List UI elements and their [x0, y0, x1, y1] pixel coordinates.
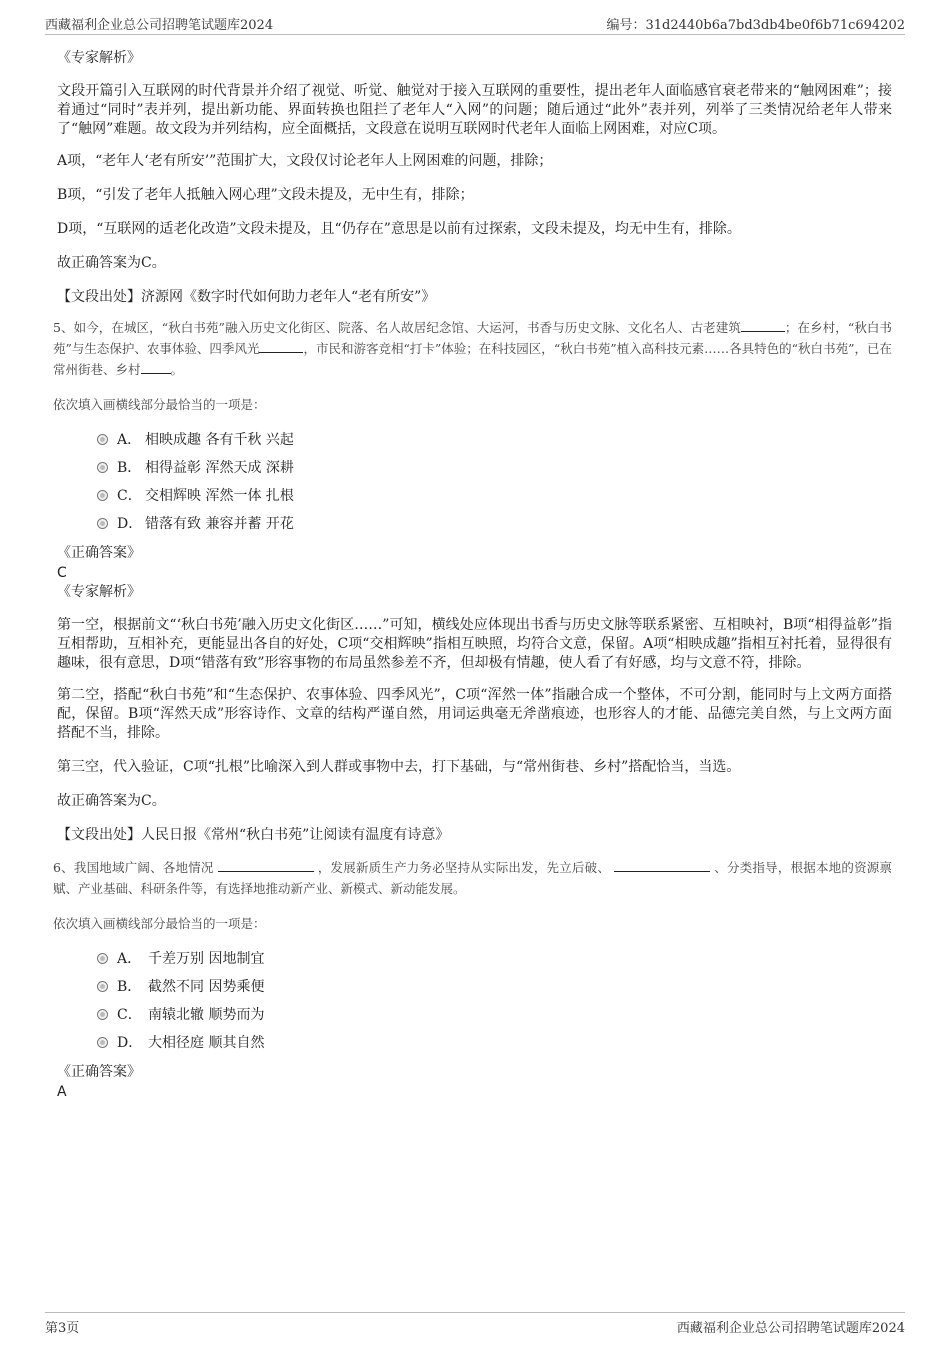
page-content: [53, 46, 892, 1101]
radio-icon[interactable]: [97, 434, 108, 445]
radio-icon[interactable]: [97, 981, 108, 992]
question-instruction: 依次填入画横线部分最恰当的一项是：: [53, 916, 266, 931]
source-citation: 【文段出处】人民日报《常州“秋白书苑”让阅读有温度有诗意》: [57, 827, 450, 843]
options-list: [57, 945, 892, 1057]
option-c[interactable]: C． 交相辉映 浑然一体 扎根: [57, 482, 892, 510]
blank-2: [259, 338, 303, 353]
analysis-paragraph: 文段开篇引入互联网的时代背景并介绍了视觉、听觉、触觉对于接入互联网的重要性，提出老年人面临感官衰老带来的“触网困难”；接着通过“同时”表并列，提出新功能、界面转换也阻拦了老年人“入网”的问题；随后通过“此外”表并列，列举了三类情况给老年人带来了“触网”难题。故文段为并列结构，应全面概括，文段意在说明互联网时代老年人面临上网困难，对应C项。: [57, 83, 892, 137]
analysis-paragraph: 第三空，代入验证，C项“扎根”比喻深入到人群或事物中去，打下基础，与“常州街巷、乡村”搭配恰当，当选。: [57, 759, 741, 775]
conclusion: 故正确答案为C。: [57, 793, 166, 809]
footer-title: 西藏福利企业总公司招聘笔试题库2024: [676, 1321, 905, 1336]
analysis-paragraph: 第一空，根据前文“‘秋白书苑’融入历史文化街区……”可知，横线处应体现出书香与历史文脉等联系紧密、互相映衬，B项“相得益彰”指互相帮助，互相补充，更能显出各自的好处，C项“交相辉映”指相互映照，均符合文意，保留。A项“相映成趣”指相互衬托着，显得很有趣味，很有意思，D项“错落有致”形容事物的布局虽然参差不齐，但却极有情趣，使人看了有好感，均与文意不符，排除。: [57, 617, 892, 671]
page-header: [45, 12, 905, 35]
option-d[interactable]: D． 错落有致 兼容并蓄 开花: [57, 510, 892, 538]
correct-answer: C: [57, 565, 67, 581]
answer-label: 《正确答案》: [57, 1064, 141, 1080]
page-number: 第3页: [45, 1321, 80, 1336]
page-footer: [45, 1312, 905, 1337]
option-d[interactable]: D． 大相径庭 顺其自然: [57, 1029, 892, 1057]
blank-2: [614, 857, 710, 872]
blank-1: [741, 317, 785, 332]
correct-answer: A: [57, 1084, 67, 1100]
question-instruction: 依次填入画横线部分最恰当的一项是：: [53, 397, 266, 412]
radio-icon[interactable]: [97, 1009, 108, 1020]
radio-icon[interactable]: [97, 518, 108, 529]
options-list: [57, 426, 892, 538]
option-b[interactable]: B． 截然不同 因势乘便: [57, 973, 892, 1001]
analysis-label: 《专家解析》: [57, 50, 141, 66]
question-stem: 5、如今，在城区，“秋白书苑”融入历史文化街区、院落、名人故居纪念馆、大运河，书香与历史文脉、文化名人、古老建筑 ；在乡村，“秋白书苑”与生态保护、农事体验、四季风光 ，市民和游客竞相“打卡”体验；在科技园区，“秋白书苑”植入高科技元素……各具特色的“秋白书苑”，已在常州街巷、乡村 。: [53, 317, 892, 380]
source-citation: 【文段出处】济源网《数字时代如何助力老年人“老有所安”》: [57, 289, 436, 305]
conclusion: 故正确答案为C。: [57, 255, 166, 271]
analysis-paragraph: 第二空，搭配“秋白书苑”和“生态保护、农事体验、四季风光”，C项“浑然一体”指融合成一个整体，不可分割，能同时与上文两方面搭配，保留。B项“浑然天成”形容诗作、文章的结构严谨自然，用词运典毫无斧凿痕迹，也形容人的才能、品德完美自然，与上文两方面搭配不当，排除。: [57, 687, 892, 741]
radio-icon[interactable]: [97, 1037, 108, 1048]
analysis-paragraph: A项，“老年人‘老有所安’”范围扩大，文段仅讨论老年人上网困难的问题，排除；: [57, 153, 553, 169]
answer-label: 《正确答案》: [57, 545, 141, 561]
radio-icon[interactable]: [97, 490, 108, 501]
blank-1: [218, 857, 314, 872]
analysis-paragraph: B项，“引发了老年人抵触入网心理”文段未提及，无中生有，排除；: [57, 187, 474, 203]
analysis-label: 《专家解析》: [57, 584, 141, 600]
blank-3: [141, 359, 171, 374]
option-a[interactable]: A． 相映成趣 各有千秋 兴起: [57, 426, 892, 454]
analysis-paragraph: D项，“互联网的适老化改造”文段未提及，且“仍存在”意思是以前有过探索，文段未提及，均无中生有，排除。: [57, 221, 741, 237]
option-a[interactable]: A． 千差万别 因地制宜: [57, 945, 892, 973]
radio-icon[interactable]: [97, 462, 108, 473]
document-code: 编号：31d2440b6a7bd3db4be0f6b71c694202: [606, 18, 905, 33]
question-stem: 6、我国地域广阔、各地情况 ，发展新质生产力务必坚持从实际出发，先立后破、 、分类指导，根据本地的资源禀赋、产业基础、科研条件等，有选择地推动新产业、新模式、新动能发展。: [53, 857, 892, 899]
radio-icon[interactable]: [97, 953, 108, 964]
option-b[interactable]: B． 相得益彰 浑然天成 深耕: [57, 454, 892, 482]
option-c[interactable]: C． 南辕北辙 顺势而为: [57, 1001, 892, 1029]
header-title: 西藏福利企业总公司招聘笔试题库2024: [45, 18, 274, 33]
